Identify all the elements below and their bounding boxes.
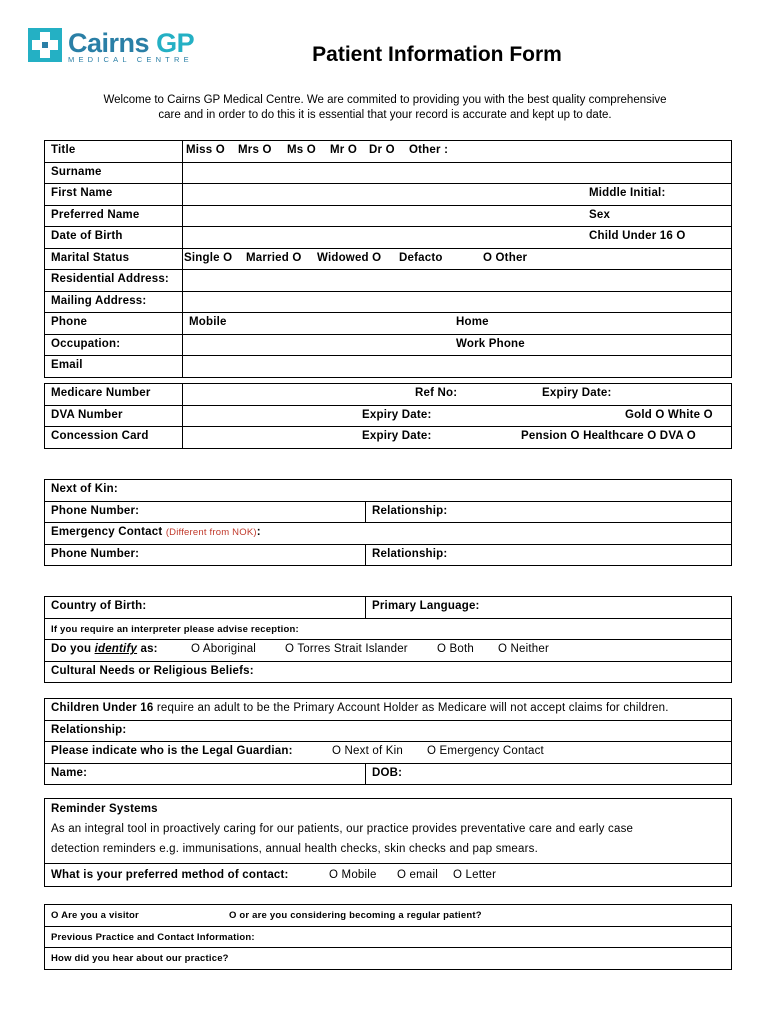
visitor-row[interactable]: O Are you a visitor O or are you considering becoming a regular patient? [45, 905, 731, 927]
next-of-kin-row[interactable]: Next of Kin: [45, 480, 731, 502]
email-row[interactable]: Email [51, 359, 83, 371]
contact-method-label: What is your preferred method of contact: [51, 869, 289, 881]
children-relationship-row[interactable]: Relationship: [45, 721, 731, 743]
dva-number-row[interactable]: DVA Number Expiry Date: Gold O White O [45, 406, 731, 428]
country-of-birth-row[interactable]: Country of Birth: Primary Language: [45, 597, 731, 619]
emergency-contact-row[interactable]: Emergency Contact (Different from NOK): [45, 523, 731, 545]
medicare-number-row[interactable]: Medicare Number Ref No: Expiry Date: [45, 384, 731, 406]
residential-address-row[interactable]: Residential Address: [45, 270, 731, 292]
kin-phone-row[interactable]: Phone Number: Relationship: [45, 502, 731, 524]
hear-about-row[interactable]: How did you hear about our practice? [51, 953, 229, 964]
phone-row[interactable]: Phone Mobile Home [45, 313, 731, 335]
preferred-name-row[interactable]: Preferred Name Sex [45, 206, 731, 228]
concession-card-row[interactable]: Concession Card Expiry Date: Pension O Healthcare O DVA O [51, 430, 696, 442]
previous-practice-row[interactable]: Previous Practice and Contact Information: [45, 927, 731, 949]
reminder-text-2: detection reminders e.g. immunisations, annual health checks, skin checks and pap smears. [51, 843, 538, 855]
identify-row[interactable]: Do you identify as: O Aboriginal O Torres Strait Islander O Both O Neither [45, 640, 731, 662]
cultural-section [44, 596, 732, 683]
children-section [44, 698, 732, 785]
visitor-section [44, 904, 732, 970]
mailing-address-row[interactable]: Mailing Address: [45, 292, 731, 314]
surname-row[interactable]: Surname [45, 163, 731, 185]
guardian-name-row[interactable]: Name: DOB: [45, 764, 731, 785]
reminder-heading: Reminder Systems [51, 803, 158, 815]
logo-name: Cairns GP [68, 28, 195, 58]
first-name-row[interactable]: First Name Middle Initial: [45, 184, 731, 206]
marital-status-row[interactable]: Marital Status Single O Married O Widowed O Defacto O Other [45, 249, 731, 271]
interpreter-row: If you require an interpreter please advise reception: [45, 619, 731, 641]
legal-guardian-row[interactable]: Please indicate who is the Legal Guardian: O Next of Kin O Emergency Contact [45, 742, 731, 764]
contact-email-option[interactable]: O email [397, 869, 439, 881]
cultural-needs-row[interactable]: Cultural Needs or Religious Beliefs: [51, 664, 254, 677]
children-note-row: Children Under 16 require an adult to be the Primary Account Holder as Medicare will not accept claims for children. [45, 699, 731, 721]
personal-details-section [44, 140, 732, 378]
reminder-section [44, 798, 732, 887]
title-row[interactable]: Title Miss O Mrs O Ms O Mr O Dr O Other : [45, 141, 731, 163]
contact-letter-option[interactable]: O Letter [453, 869, 497, 881]
medicare-section [44, 383, 732, 449]
emergency-phone-row[interactable]: Phone Number: Relationship: [45, 545, 731, 566]
next-of-kin-section [44, 479, 732, 566]
reminder-text-1: As an integral tool in proactively caring for our patients, our practice provides preventative care and early case [51, 823, 634, 835]
occupation-row[interactable]: Occupation: Work Phone [45, 335, 731, 357]
intro-text: Welcome to Cairns GP Medical Centre. We are commited to providing you with the best quality comprehensive care and in order to do this it is essential that your record is accurate and kept up to date. [103, 94, 667, 121]
contact-mobile-option[interactable]: O Mobile [329, 869, 377, 881]
page-title: Patient Information Form [312, 43, 562, 66]
logo-subtitle: MEDICAL CENTRE [68, 55, 193, 64]
date-of-birth-row[interactable]: Date of Birth Child Under 16 O [45, 227, 731, 249]
